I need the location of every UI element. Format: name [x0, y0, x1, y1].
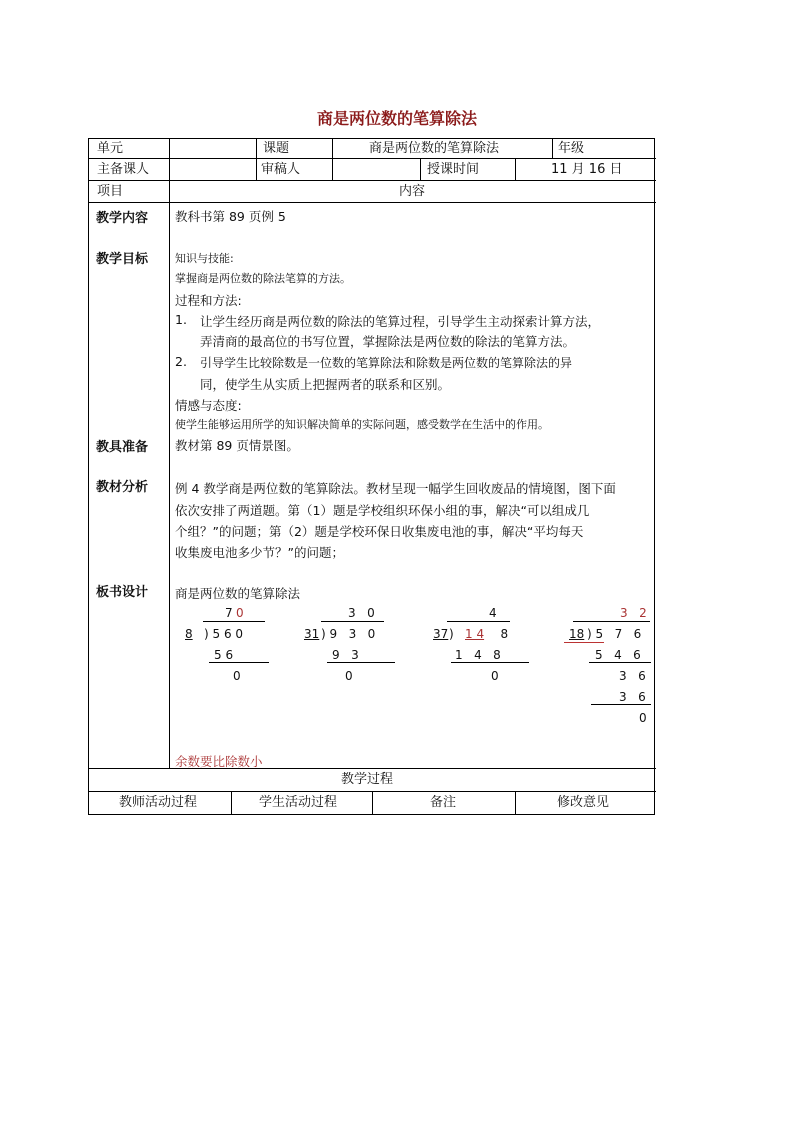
col-divider	[332, 139, 333, 180]
reviewer-label: 审稿人	[261, 162, 301, 177]
unit-label: 单元	[97, 141, 124, 156]
board-title: 商是两位数的笔算除法	[175, 586, 301, 601]
division-4-step2: 3 6	[619, 690, 646, 704]
goals-emotion-text: 使学生能够运用所学的知识解决简单的实际问题，感受数学在生活中的作用。	[175, 418, 549, 431]
preparer-label: 主备课人	[97, 162, 150, 177]
col-divider	[169, 139, 170, 768]
grade-label: 年级	[558, 141, 585, 156]
tools-section-label: 教具准备	[96, 440, 149, 455]
division-1-divisor: 8	[185, 627, 193, 641]
row-divider	[89, 202, 656, 203]
process-col-revision: 修改意见	[557, 795, 610, 810]
division-3-divisor: 37	[433, 627, 449, 641]
row-divider	[89, 158, 656, 159]
board-section-label: 板书设计	[96, 585, 149, 600]
division-2-remainder: 0	[345, 669, 353, 683]
analysis-section-label: 教材分析	[96, 480, 149, 495]
goals-knowledge-text: 掌握商是两位数的除法笔算的方法。	[175, 272, 351, 285]
division-1-dividend: ) 5 6 0	[204, 627, 244, 641]
col-divider	[552, 139, 553, 158]
board-note: 余数要比除数小	[175, 754, 263, 769]
division-1-product: 5 6	[214, 648, 234, 662]
analysis-line1: 例 4 教学商是两位数的笔算除法。教材呈现一幅学生回收废品的情境图，图下面	[175, 481, 616, 496]
goals-item2-num: 2.	[175, 354, 187, 369]
time-value: 11 月 16 日	[551, 162, 623, 177]
goals-item2-line1: 引导学生比较除数是一位数的笔算除法和除数是两位数的笔算除法的异	[200, 356, 573, 370]
division-3-quotient: 4	[489, 606, 497, 620]
topic-value: 商是两位数的笔算除法	[369, 141, 500, 156]
analysis-line2: 依次安排了两道题。第（1）题是学校组织环保小组的事，解决“可以组成几	[175, 503, 590, 518]
goals-item1-line2: 弄清商的最高位的书写位置，掌握除法是两位数的除法的笔算方法。	[200, 334, 576, 349]
division-4-quotient: 3 2	[620, 606, 647, 620]
topic-label: 课题	[263, 141, 290, 156]
col-divider	[515, 791, 516, 815]
col-divider	[515, 158, 516, 180]
goals-emotion-title: 情感与态度:	[175, 398, 242, 413]
division-1-quotient-tens: 7	[225, 606, 233, 620]
process-title: 教学过程	[341, 772, 394, 787]
col-divider	[420, 158, 421, 180]
division-4-divisor: 18	[569, 627, 585, 641]
goals-process-title: 过程和方法:	[175, 293, 242, 308]
division-3-dividend-highlight: 1 4	[465, 627, 485, 641]
division-4-remainder: 0	[639, 711, 647, 725]
division-1-remainder: 0	[233, 669, 241, 683]
tools-text: 教材第 89 页情景图。	[175, 438, 299, 453]
division-2-quotient: 3 0	[348, 606, 375, 620]
division-2-divisor: 31	[304, 627, 320, 641]
analysis-line4: 收集废电池多少节？”的问题；	[175, 545, 344, 560]
goals-item1-line1: 让学生经历商是两位数的除法的笔算过程，引导学生主动探索计算方法，	[200, 314, 601, 329]
process-col-notes: 备注	[430, 795, 457, 810]
time-label: 授课时间	[427, 162, 480, 177]
goals-knowledge-title: 知识与技能:	[175, 252, 234, 265]
analysis-line3: 个组？”的问题；第（2）题是学校环保日收集废电池的事，解决“平均每天	[175, 524, 584, 539]
process-col-teacher: 教师活动过程	[119, 795, 198, 810]
division-3-product: 1 4 8	[455, 648, 501, 662]
division-1-quotient-ones: 0	[236, 606, 244, 620]
division-4-product: 5 4 6	[595, 648, 641, 662]
goals-section-label: 教学目标	[96, 252, 149, 267]
content-header: 内容	[399, 184, 426, 199]
division-2-dividend: ) 9 3 0	[321, 627, 376, 641]
process-col-student: 学生活动过程	[259, 795, 338, 810]
division-3-dividend-bracket: )	[449, 627, 458, 641]
row-divider	[89, 180, 656, 181]
division-3-dividend-rest: 8	[489, 627, 509, 641]
goals-item1-num: 1.	[175, 312, 187, 327]
item-label: 项目	[97, 184, 124, 199]
division-4-step1: 3 6	[619, 669, 646, 683]
page-title: 商是两位数的笔算除法	[316, 109, 477, 128]
content-text: 教科书第 89 页例 5	[175, 209, 286, 224]
goals-item2-line2: 同，使学生从实质上把握两者的联系和区别。	[200, 377, 451, 392]
division-4-dividend: ) 5 7 6	[587, 627, 642, 641]
lesson-plan-table	[88, 138, 655, 815]
col-divider	[372, 791, 373, 815]
content-section-label: 教学内容	[96, 211, 149, 226]
col-divider	[256, 139, 257, 180]
division-2-product: 9 3	[332, 648, 359, 662]
col-divider	[231, 791, 232, 815]
division-3-remainder: 0	[491, 669, 499, 683]
